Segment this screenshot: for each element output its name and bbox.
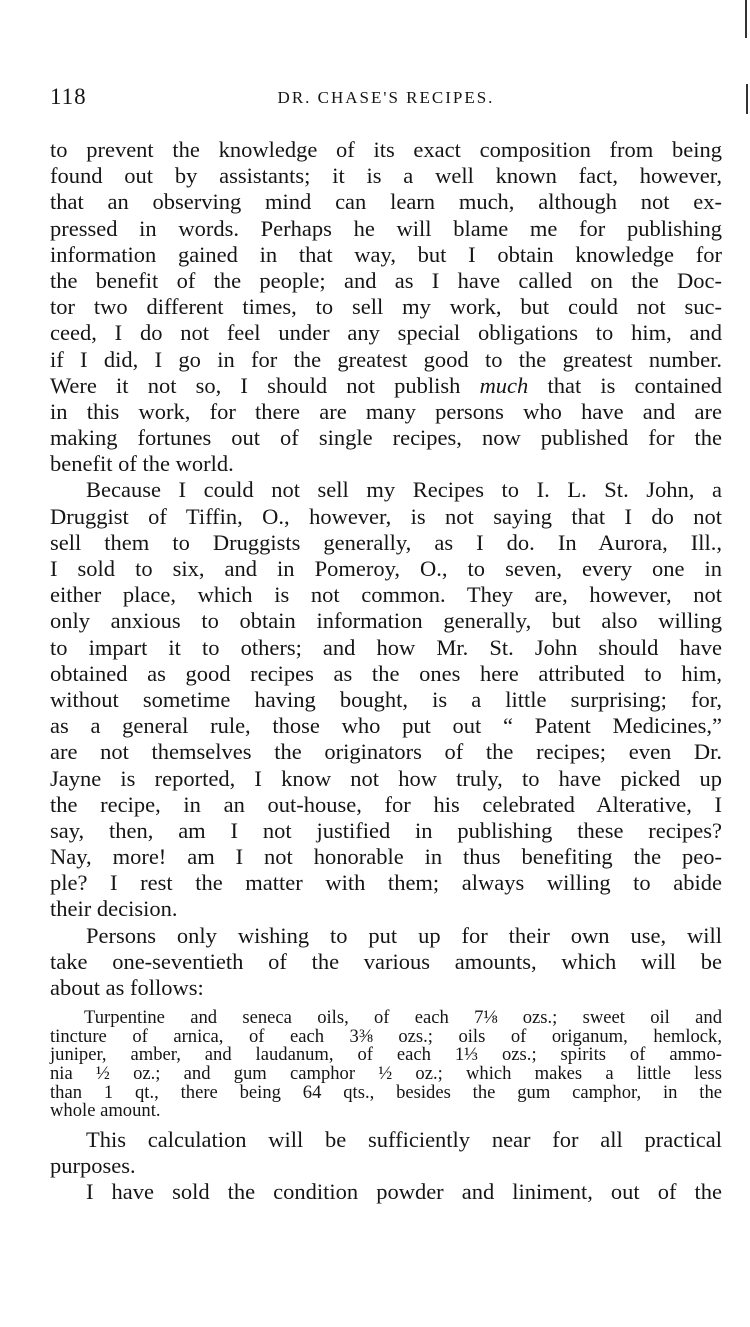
paragraph [50, 923, 722, 1002]
text-line: about as follows: [50, 975, 204, 1000]
text-line: I have sold the condition powder and liniment, out of the [86, 1179, 722, 1205]
recipe-line: than 1 qt., there being 64 qts., besides the gum camphor, in the [50, 1081, 722, 1103]
paragraph [50, 1179, 722, 1205]
text-line: tor two different times, to sell my work, but could not suc- [50, 294, 722, 320]
text-line: if I did, I go in for the greatest good to the greatest number. [50, 346, 722, 372]
text-line: the recipe, in an out-house, for his celebrated Alterative, I [50, 791, 722, 817]
text-line: pressed in words. Perhaps he will blame me for publishing [50, 215, 722, 241]
text-line: the benefit of the people; and as I have called on the Doc- [50, 267, 722, 293]
text-line: ceed, I do not feel under any special obligations to him, and [50, 320, 722, 346]
text-line: Nay, more! am I not honorable in thus benefiting the peo- [50, 844, 722, 870]
text-line: without sometime having bought, is a little surprising; for, [50, 686, 722, 712]
text-line: say, then, am I not justified in publishing these recipes? [50, 817, 722, 843]
text-line: benefit of the world. [50, 451, 234, 477]
page-edge-mark [746, 84, 748, 114]
recipe-line: nia ½ oz.; and gum camphor ½ oz.; which makes a little less [50, 1062, 722, 1084]
text-line: in this work, for there are many persons who have and are [50, 398, 722, 424]
recipe-block [50, 1009, 722, 1121]
text-line: sell them to Druggists generally, as I do. In Aurora, Ill., [50, 529, 722, 555]
text-line: This calculation will be sufficiently near for all practical [86, 1126, 722, 1152]
paragraph [50, 477, 722, 922]
text-line: Because I could not sell my Recipes to I. L. St. John, a [86, 477, 722, 503]
page-header [50, 84, 722, 114]
emphasis: much [479, 372, 529, 398]
text-line: that an observing mind can learn much, although not ex- [50, 189, 722, 215]
text-line: ple? I rest the matter with them; always willing to abide [50, 870, 722, 896]
text-line: take one-seventieth of the various amounts, which will be [50, 948, 722, 974]
text-line: Were it not so, I should not publish much that is contained [50, 372, 722, 398]
recipe-line: whole amount. [50, 1100, 161, 1122]
paragraph [50, 137, 722, 477]
text-line: found out by assistants; it is a well known fact, however, [50, 163, 722, 189]
text-line: obtained as good recipes as the ones here attributed to him, [50, 660, 722, 686]
text-line: purposes. [50, 1152, 136, 1178]
text-line: are not themselves the originators of the recipes; even Dr. [50, 739, 722, 765]
running-head: DR. CHASE'S RECIPES. [277, 88, 495, 107]
text-line: their decision. [50, 896, 178, 922]
text-line: Druggist of Tiffin, O., however, is not saying that I do not [50, 503, 722, 529]
recipe-line: juniper, amber, and laudanum, of each 1⅓ ozs.; spirits of ammo- [50, 1044, 722, 1066]
text-line: only anxious to obtain information generally, but also willing [50, 608, 722, 634]
text-line: making fortunes out of single recipes, now published for the [50, 425, 722, 451]
text-line: Jayne is reported, I know not how truly, to have picked up [50, 765, 722, 791]
paragraph [50, 1127, 722, 1179]
text-line: I sold to six, and in Pomeroy, O., to seven, every one in [50, 556, 722, 581]
text-line: either place, which is not common. They are, however, not [50, 582, 722, 608]
text-line: as a general rule, those who put out “ Patent Medicines,” [50, 713, 722, 739]
closing-paragraphs [50, 1127, 722, 1206]
body-text [50, 137, 722, 1205]
text-line: to impart it to others; and how Mr. St. John should have [50, 634, 722, 660]
recipe-line: Turpentine and seneca oils, of each 7⅛ ozs.; sweet oil and [84, 1007, 722, 1029]
main-paragraphs [50, 137, 722, 1001]
text-line: to prevent the knowledge of its exact composition from being [50, 137, 722, 162]
page-edge-mark [745, 0, 747, 38]
page-number: 118 [50, 84, 87, 109]
text-line: information gained in that way, but I obtain knowledge for [50, 241, 722, 267]
text-line: Persons only wishing to put up for their own use, will [86, 922, 722, 948]
recipe-line: tincture of arnica, of each 3⅜ ozs.; oils of origanum, hemlock, [50, 1025, 722, 1047]
